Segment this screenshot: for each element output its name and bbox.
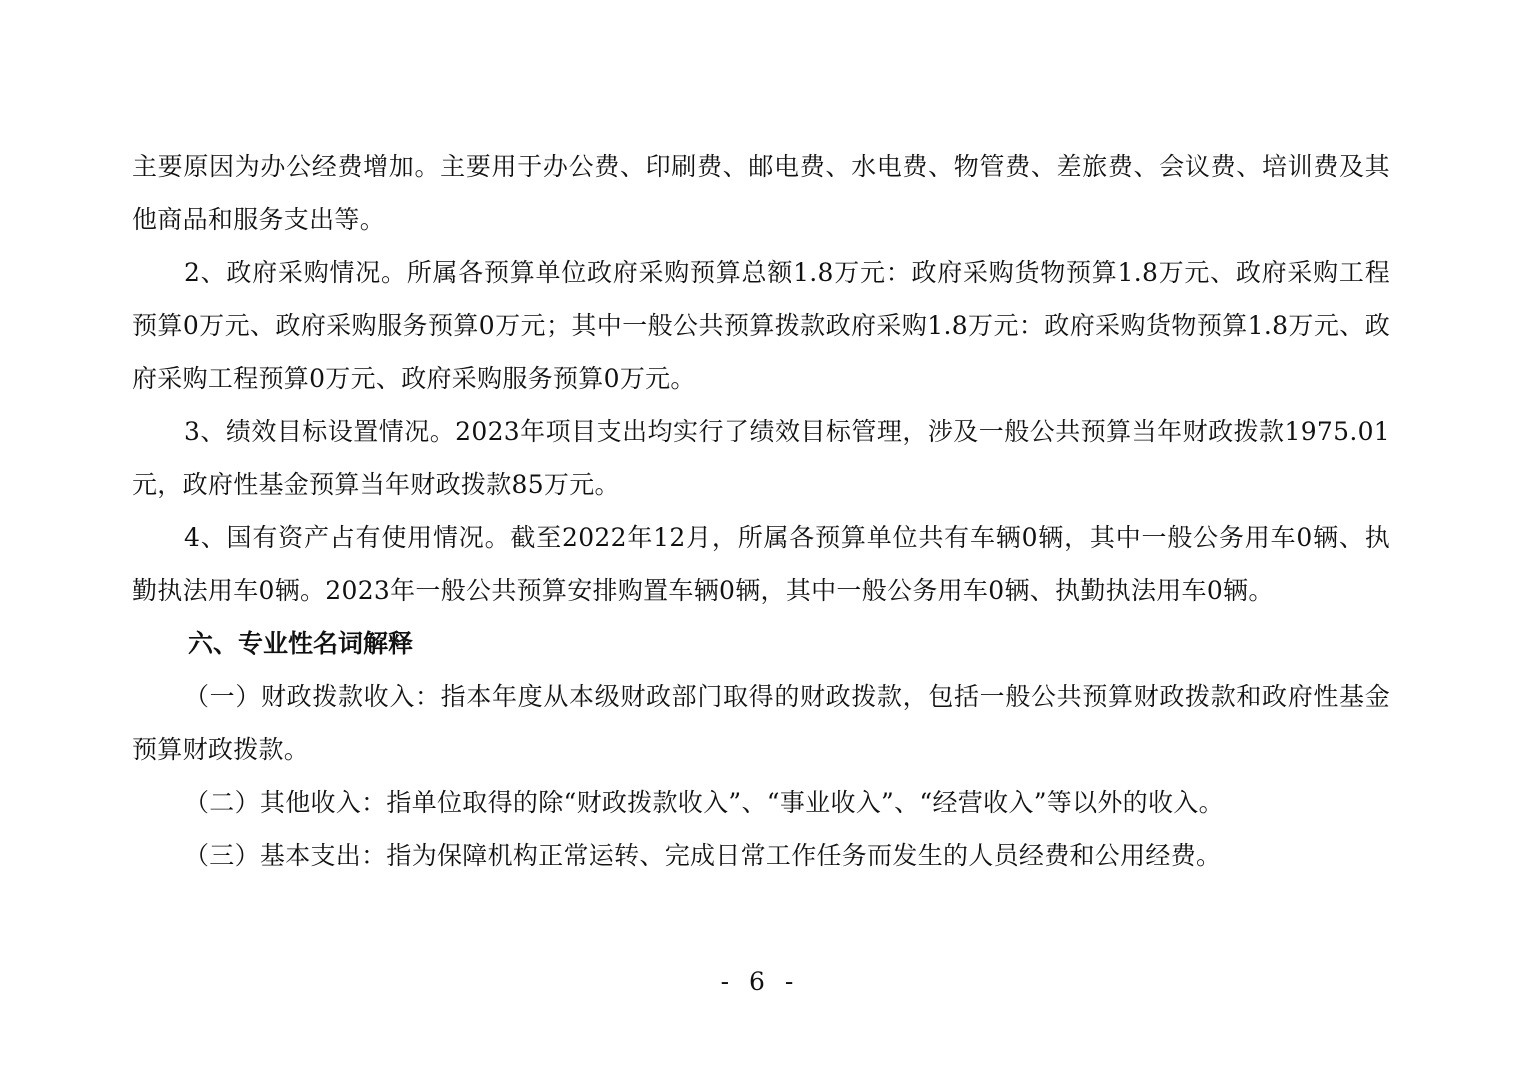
paragraph-performance-goals: 3、绩效目标设置情况。2023年项目支出均实行了绩效目标管理，涉及一般公共预算当年财政拨款1975.01元，政府性基金预算当年财政拨款85万元。: [132, 417, 1390, 499]
definition-other-income: （二）其他收入：指单位取得的除“财政拨款收入”、“事业收入”、“经营收入”等以外的收入。: [184, 788, 1224, 817]
paragraph-state-assets: 4、国有资产占有使用情况。截至2022年12月，所属各预算单位共有车辆0辆，其中一般公务用车0辆、执勤执法用车0辆。2023年一般公共预算安排购置车辆0辆，其中一般公务用车0辆、执勤执法用车0辆。: [132, 523, 1390, 605]
document-body: [132, 140, 1390, 882]
paragraph-office-expenses: 主要原因为办公经费增加。主要用于办公费、印刷费、邮电费、水电费、物管费、差旅费、会议费、培训费及其他商品和服务支出等。: [132, 152, 1390, 234]
paragraph-government-procurement: 2、政府采购情况。所属各预算单位政府采购预算总额1.8万元：政府采购货物预算1.8万元、政府采购工程预算0万元、政府采购服务预算0万元；其中一般公共预算拨款政府采购1.8万元：政府采购货物预算1.8万元、政府采购工程预算0万元、政府采购服务预算0万元。: [132, 258, 1390, 393]
definition-basic-expenditure: （三）基本支出：指为保障机构正常运转、完成日常工作任务而发生的人员经费和公用经费。: [184, 841, 1222, 870]
definition-fiscal-appropriation-income: （一）财政拨款收入：指本年度从本级财政部门取得的财政拨款，包括一般公共预算财政拨款和政府性基金预算财政拨款。: [132, 682, 1390, 764]
page-number: - 6 -: [720, 967, 800, 996]
section-heading: 六、专业性名词解释: [188, 629, 414, 658]
